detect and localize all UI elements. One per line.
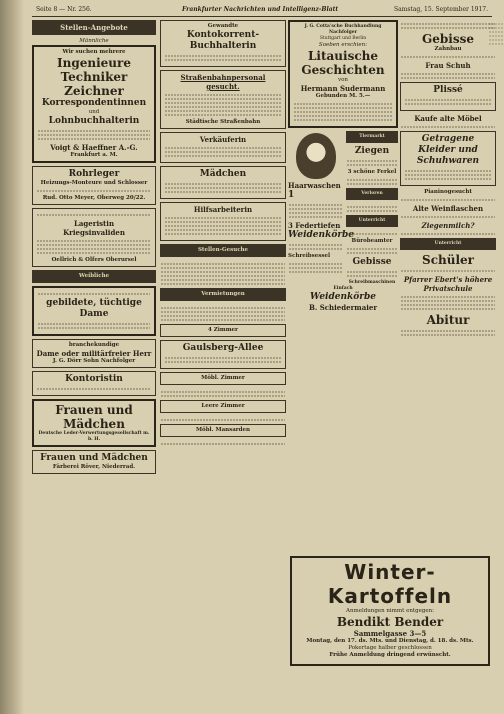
ad-title: Abitur [426,313,470,327]
book-price: Gebunden M. 5.— [315,93,371,99]
tiermarkt-column [346,131,398,286]
ad-title: Mädchen [199,169,247,179]
ad-title: Pfarrer Ebert's höhere Privatschule [403,275,493,293]
section-heading: Weibliche [32,270,156,283]
ad-title: 3 Federtiefen [288,221,341,230]
ad-title: Gaulsberg-Allee [182,343,264,353]
section-heading: Vermietungen [160,288,286,301]
ad-title: Schüler [422,253,474,267]
page-header [32,4,492,17]
book-author: Hermann Sudermann [300,84,386,93]
ad-line: Ingenieure [57,56,131,70]
ad-intro: Soeben erschien: [318,42,368,48]
ad-strassenbahn [160,70,286,129]
column-1 [32,20,156,708]
section-heading: Verloren [346,188,398,200]
book-von: von [338,77,348,83]
ad-faerberei [32,450,156,474]
portrait-illustration [296,133,336,179]
ad-company: J. G. Dörr Sohn Nachfolger [52,358,136,364]
ad-publisher-city: Stuttgart und Berlin [319,36,367,41]
ad-title: Frauen und Mädchen [40,453,148,463]
ad-subtitle: Anmeldungen nimmt entgegen: [345,608,435,614]
ad-title: Kriegsinvaliden [63,228,125,237]
ad-title: Schreibmaschinen [348,280,396,285]
ad-title: Gebisse [352,257,392,267]
ad-title: Plissé [433,85,463,95]
newspaper-title: Frankfurter Nachrichten und Intelligenz-Blatt [182,6,339,13]
ad-footer: Frühe Anmeldung dringend erwünscht. [329,652,451,658]
section-subheading: Männliche [79,38,109,44]
section-heading: Stellen-Gesuche [160,244,286,257]
ad-title: B. Schiedermaier [308,303,378,312]
ad-title: Kontokorrent-Buchhalterin [186,30,260,51]
section-heading: Unterricht [346,215,398,227]
ad-hilfsarbeiterin [160,202,286,241]
ad-title: Alte Weinflaschen [412,204,484,213]
ad-note: Pokertage halber geschlossen [348,645,432,651]
ad-intro: Wir suchen mehrere [62,49,126,55]
ad-line: Lohnbuchhalterin [48,116,140,126]
section-heading: Unterricht [400,238,496,250]
ad-title: Kaufe alte Möbel [414,114,482,123]
ad-heading: Möbl. Mansarden [160,424,286,437]
ad-company: Städtische Straßenbahn [185,119,261,125]
ad-title: Getragene Kleider und Schuhwaren [416,134,480,166]
ad-title: Dame oder militärfreier Herr [36,349,152,358]
ad-company: Bendikt Bender [336,615,444,629]
ad-rohrleger [32,166,156,205]
ad-title: Pianinogesucht [424,189,472,195]
ad-company: Deutsche Leder-Verwertungsgesellschaft m. b. H. [38,431,150,442]
ad-kontoristin [32,371,156,396]
ad-plisse [400,82,496,111]
ad-gaulsberg [160,340,286,369]
ad-engineers [32,45,156,163]
ad-kontokorrent [160,20,286,67]
ad-title: Gebisse [422,32,474,46]
ad-verkaeuferin [160,132,286,163]
ad-maedchen [160,166,286,199]
ad-company: Rud. Otto Meyer, Oberweg 20/22. [42,195,146,201]
issue-date: Samstag, 15. September 1917. [393,6,488,13]
row-haar-tiermarkt [288,131,398,286]
ad-line: und [88,109,100,115]
ad-title: Lageristin [73,219,115,228]
ad-subtitle: Heizungs-Monteure und Schlosser [40,180,148,186]
ad-kartoffeln [290,556,490,666]
ad-line: Techniker [60,70,128,84]
ad-publisher: J. G. Cotta'sche Buchhandlung Nachfolger [304,24,382,35]
ad-title: Kontoristin [65,374,123,384]
adjacent-page-fragment [488,20,504,708]
page-binding-edge [0,0,24,714]
book-title: Litauische [307,49,379,63]
ad-title: Rohrleger [68,169,120,179]
ad-price: 1 [288,190,295,200]
ad-title: Straßenbahnpersonal gesucht. [180,73,266,91]
ad-frauen [32,399,156,447]
ad-lageristin [32,208,156,267]
ad-company: Färberei Röver, Niederrad. [52,464,136,470]
ad-title: Weidenkörbe [309,292,377,302]
haar-column [288,131,355,286]
page-number: Seite 8 — Nr. 256. [36,6,92,13]
section-heading: Stellen-Angebote [32,20,156,35]
ad-line: Zeichner [64,84,124,98]
ad-line: Korrespondentinnen [41,98,147,108]
ad-days: Montag, den 17. ds. Mts. und Dienstag, d. 18. ds. Mts. [306,638,474,644]
ad-heading: 4 Zimmer [160,324,286,337]
ad-kleider [400,131,496,186]
ad-title: Hilfsarbeiterin [193,205,253,214]
ad-herrenartikel [32,339,156,368]
ad-title: Verkäuferin [199,135,247,144]
ad-title: Haarwaschen [288,181,341,190]
ad-title: Weidenkörbe [288,230,355,240]
ad-subtitle: Zahnbau [434,46,462,52]
ad-dame [32,286,156,336]
ad-address: Sammelgasse 3—5 [353,629,427,638]
ad-title: Schreibsessel [288,253,331,259]
ad-title: Frau Schuh [425,61,471,70]
ad-subtitle: branchekundige [68,342,120,348]
ad-heading: Leere Zimmer [160,400,286,413]
ad-city: Frankfurt a. M. [70,152,118,158]
section-heading: Tiermarkt [346,131,398,143]
ad-title: Winter-Kartoffeln [327,560,453,608]
ad-book [288,20,398,128]
ad-company: Voigt & Haeffner A.-G. [50,143,138,152]
ad-title: gebildete, tüchtige Dame [46,298,142,319]
ad-title: Ziegen [354,146,390,156]
ad-company: Oellrich & Olfers Oberursel [51,257,137,263]
ad-title: 3 schöne Ferkel [347,169,397,175]
ad-title: Ziegenmilch? [421,221,475,230]
ad-title: Bürobeamter [351,238,393,244]
book-title: Geschichten [301,63,385,77]
ad-title: Einfach [333,286,353,291]
ad-title: Frauen und Mädchen [55,403,133,431]
column-2 [160,20,286,708]
ad-heading: Möbl. Zimmer [160,372,286,385]
ad-intro: Gewandte [207,23,239,29]
